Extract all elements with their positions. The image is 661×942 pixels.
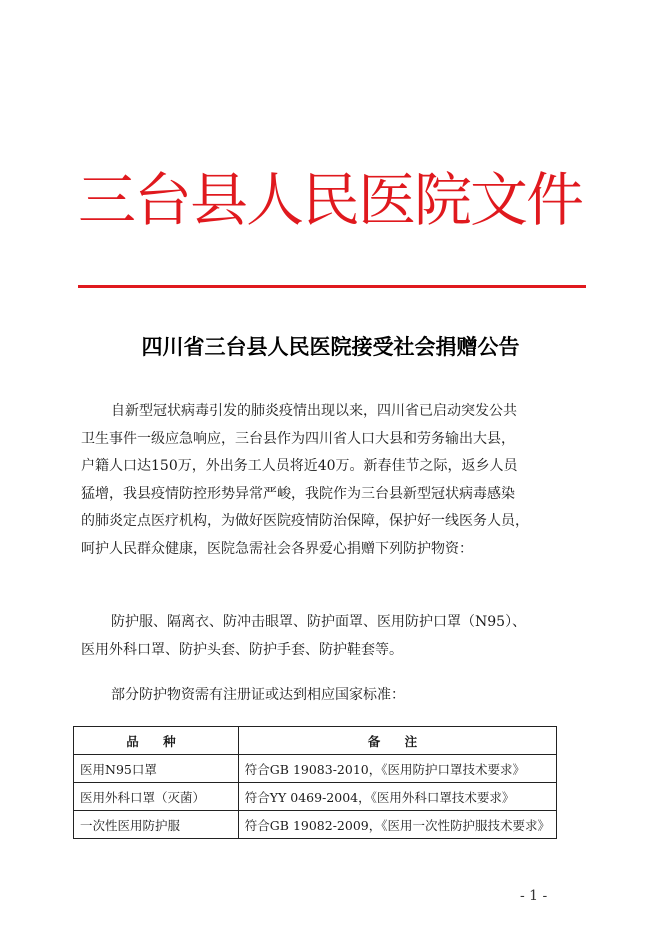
- table-cell: 医用外科口罩（灭菌）: [74, 783, 239, 811]
- paragraph-line: 部分防护物资需有注册证或达到相应国家标准：: [111, 687, 405, 703]
- table-cell: 符合YY 0469-2004，《医用外科口罩技术要求》: [238, 783, 556, 811]
- paragraph-line: 户籍人口达150万，外出务工人员将近40万。新春佳节之际，返乡人员: [81, 458, 518, 474]
- table-header-cell: 备 注: [238, 727, 556, 755]
- paragraph-intro: [81, 398, 573, 563]
- paragraph-line: 防护服、隔离衣、防冲击眼罩、防护面罩、医用防护口罩（N95）、: [111, 614, 527, 630]
- paragraph-line: 卫生事件一级应急响应，三台县作为四川省人口大县和劳务输出大县，: [81, 430, 515, 447]
- table-row: [74, 783, 557, 811]
- table-row: [74, 755, 557, 783]
- paragraph-supplies: [81, 609, 573, 664]
- notice-title: 四川省三台县人民医院接受社会捐赠公告: [141, 335, 520, 359]
- document-header-title: 三台县人民医院文件: [78, 166, 583, 234]
- header-red-rule: [78, 285, 586, 288]
- page-number: - 1 -: [520, 888, 548, 904]
- table-cell: 符合GB 19082-2009，《医用一次性防护服技术要求》: [238, 811, 556, 839]
- paragraph-line: 呵护人民群众健康，医院急需社会各界爱心捐赠下列防护物资：: [81, 540, 473, 557]
- paragraph-line: 自新型冠状病毒引发的肺炎疫情出现以来，四川省已启动突发公共: [111, 403, 517, 419]
- standards-table: [73, 726, 557, 839]
- table-cell: 符合GB 19083-2010，《医用防护口罩技术要求》: [238, 755, 556, 783]
- table-header-row: [74, 727, 557, 755]
- table-header-cell: 品 种: [74, 727, 239, 755]
- paragraph-line: 医用外科口罩、防护头套、防护手套、防护鞋套等。: [81, 641, 403, 658]
- table-cell: 一次性医用防护服: [74, 811, 239, 839]
- paragraph-line: 的肺炎定点医疗机构，为做好医院疫情防治保障，保护好一线医务人员，: [81, 513, 529, 529]
- table-row: [74, 811, 557, 839]
- paragraph-line: 猛增，我县疫情防控形势异常严峻，我院作为三台县新型冠状病毒感染: [81, 485, 515, 502]
- table-cell: 医用N95口罩: [74, 755, 239, 783]
- paragraph-standards: [81, 682, 573, 710]
